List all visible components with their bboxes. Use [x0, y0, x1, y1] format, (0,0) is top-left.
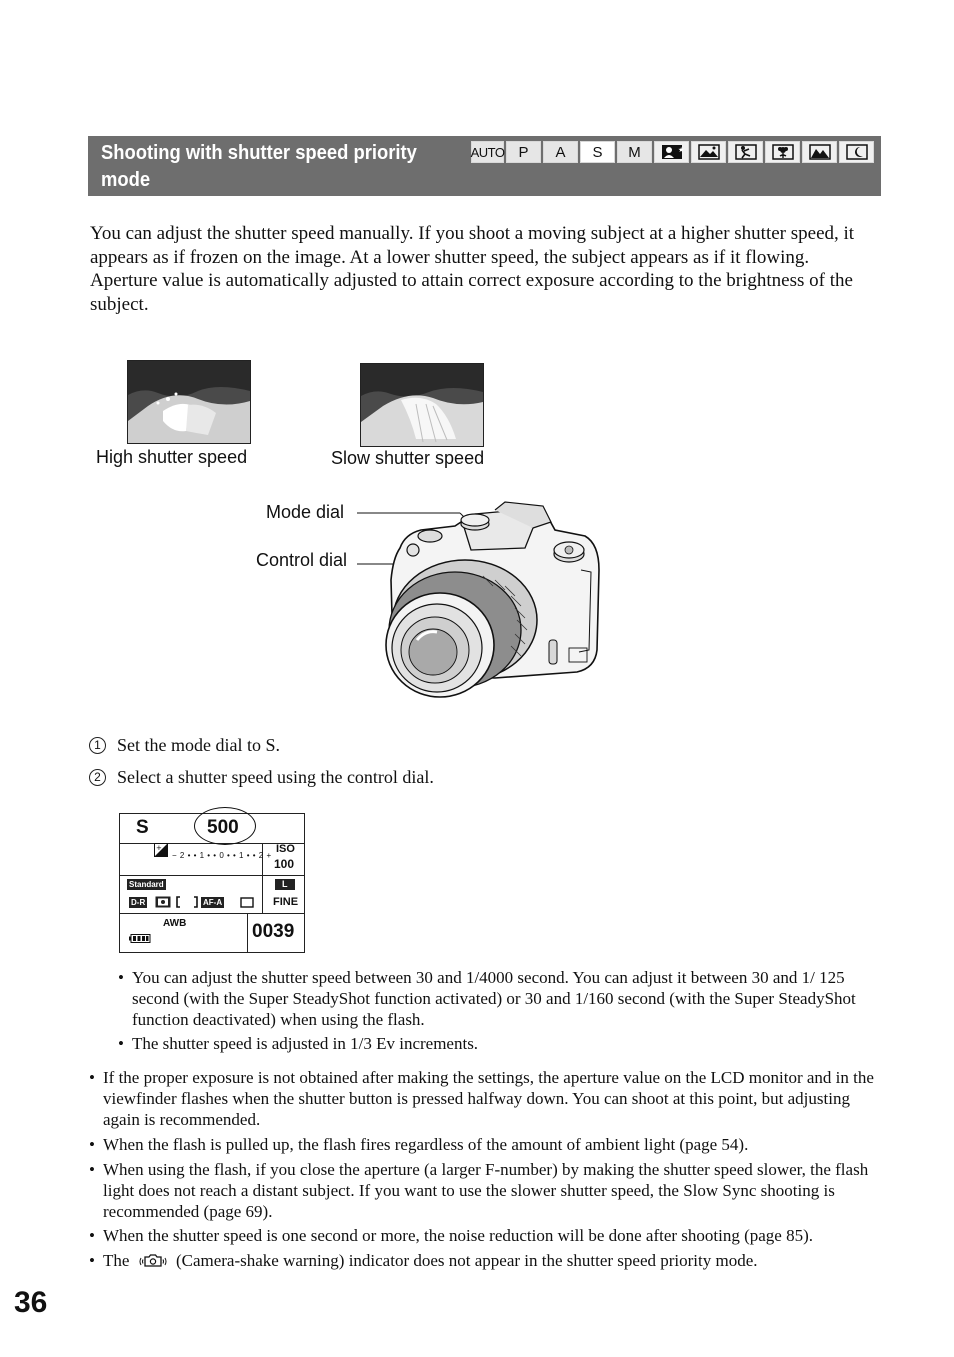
battery-icon [129, 934, 151, 943]
lcd-mode: S [136, 817, 149, 838]
sub-note-text: You can adjust the shutter speed between 30 and 1/4000 second. You can adjust it between 30 and 1/ 125 second (with the Super SteadyShot function activated) or 30 and 1/160 second (with the Super SteadyShot function deactivated) when using the flash. [132, 968, 856, 1029]
note-item [89, 1250, 879, 1271]
note-text: When using the flash, if you close the aperture (a larger F-number) by making the shutter speed slower, the flash light does not reach a distant subject. If you want to use the slower shutter speed, the Slow Sync shooting is recommended (page 69). [103, 1160, 869, 1221]
mode-s-icon: S [580, 141, 615, 163]
camera-shake-warning-icon [138, 1252, 168, 1270]
bullet: • [89, 1135, 95, 1154]
quality-label: FINE [273, 896, 299, 908]
slow-shutter-label: Slow shutter speed [331, 448, 485, 468]
bullet: • [89, 1251, 95, 1270]
note-item [89, 1159, 879, 1222]
intro-text [90, 222, 885, 316]
intro-paragraph: Aperture value is automatically adjusted to attain correct exposure according to the brightness of the subject. [90, 270, 853, 315]
af-area-icon [176, 896, 198, 908]
note-item [89, 1067, 879, 1130]
high-shutter-photo [127, 360, 251, 444]
step-2 [89, 766, 434, 788]
mode-icon-strip [471, 141, 874, 165]
night-portrait-icon [839, 141, 874, 163]
mode-dial-label: Mode dial [266, 502, 345, 522]
creative-style-badge: Standard [129, 880, 164, 889]
sports-icon [728, 141, 763, 163]
note-text: When the shutter speed is one second or more, the noise reduction will be done after shooting (page 85). [103, 1226, 814, 1245]
intro-paragraph: You can adjust the shutter speed manually. If you shoot a moving subject at a higher shutter speed, it appears as if frozen on the image. At a lower shutter speed, the subject appears as if it flowing. [90, 223, 855, 268]
bullet: • [118, 1034, 124, 1053]
control-dial-label: Control dial [256, 550, 348, 570]
note-item [89, 1225, 879, 1246]
bullet: • [118, 968, 124, 987]
section-title: Shooting with shutter speed priority mode [101, 142, 417, 191]
note-text [103, 1250, 879, 1271]
svg-text:★: ★ [677, 146, 684, 154]
note-text: If the proper exposure is not obtained after making the settings, the aperture value on the LCD monitor and in the viewfinder flashes when the shutter button is pressed halfway down. You can shoot at this point, but adjusting again is recommended. [103, 1068, 874, 1129]
svg-text:+: + [156, 844, 162, 852]
note-suffix: (Camera-shake warning) indicator does not appear in the shutter speed priority mode. [175, 1251, 758, 1270]
slow-shutter-photo [360, 363, 484, 447]
portrait-icon [654, 141, 689, 163]
step-text: Select a shutter speed using the control dial. [117, 767, 434, 787]
landscape-icon [691, 141, 726, 163]
lcd-monitor-display [119, 813, 305, 953]
drive-mode-icon [240, 897, 254, 908]
note-item [89, 1134, 879, 1155]
sub-note-item [118, 967, 878, 1030]
lcd-shutter-speed: 500 [207, 817, 239, 838]
mode-p-icon: P [506, 141, 541, 163]
high-shutter-label: High shutter speed [96, 447, 248, 467]
exposure-comp-icon [154, 843, 168, 857]
iso-label: ISO [276, 843, 295, 855]
image-size-badge: L [275, 879, 295, 890]
note-prefix: The [103, 1251, 130, 1270]
sub-note-item [118, 1033, 878, 1054]
white-balance: AWB [163, 918, 187, 929]
sub-note-text: The shutter speed is adjusted in 1/3 Ev increments. [132, 1034, 479, 1053]
bullet: • [89, 1226, 95, 1245]
section-header [88, 136, 881, 196]
macro-icon [765, 141, 800, 163]
camera-illustration [355, 500, 605, 715]
mode-m-icon: M [617, 141, 652, 163]
step-number: 1 [89, 737, 106, 754]
step-text: Set the mode dial to S. [117, 735, 280, 755]
bullet: • [89, 1068, 95, 1087]
af-mode-badge: AF-A [203, 898, 223, 907]
note-text: When the flash is pulled up, the flash fires regardless of the amount of ambient light (page 54). [103, 1135, 749, 1154]
metering-icon [155, 896, 171, 908]
shots-remaining: 0039 [252, 921, 295, 942]
page-number: 36 [14, 1286, 48, 1319]
night-view-icon [802, 141, 837, 163]
iso-value: 100 [274, 857, 295, 871]
step-number: 2 [89, 769, 106, 786]
mode-auto-icon: AUTO [471, 141, 504, 163]
exposure-scale: − 2 • • 1 • • 0 • • 1 • • 2 + [172, 851, 272, 860]
bullet: • [89, 1160, 95, 1179]
mode-a-icon: A [543, 141, 578, 163]
step-1 [89, 734, 280, 756]
dro-badge: D-R [131, 898, 146, 907]
